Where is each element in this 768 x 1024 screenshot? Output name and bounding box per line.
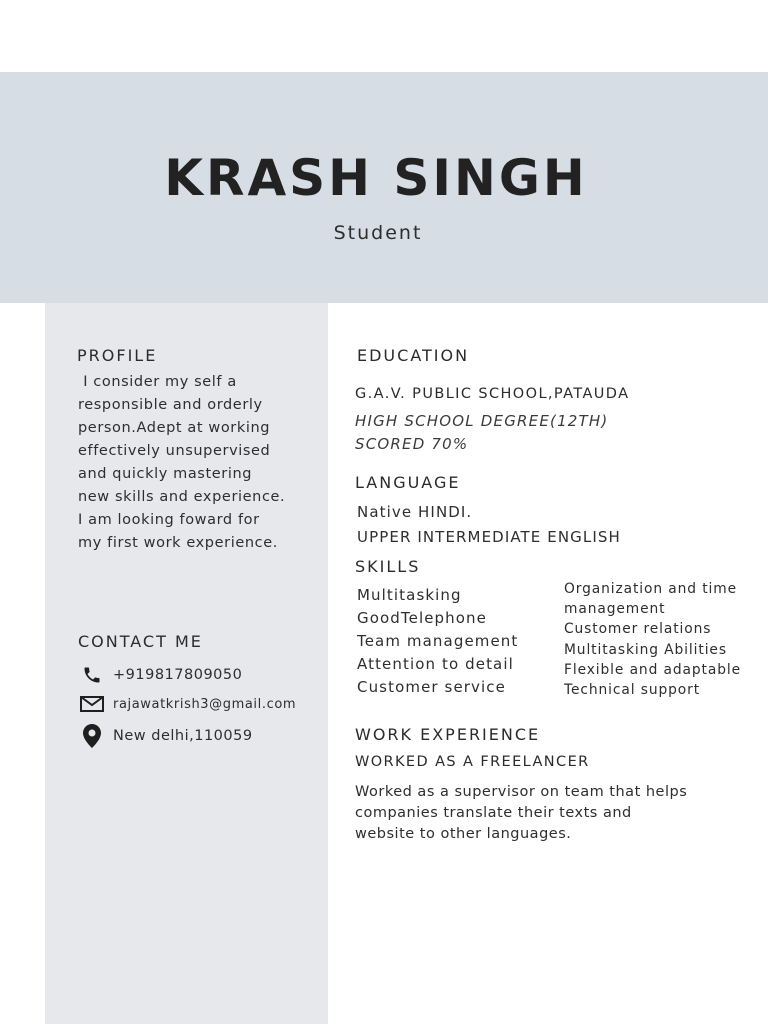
profile-line: I consider my self a (78, 374, 237, 390)
language-heading: LANGUAGE (355, 473, 461, 492)
work-description (355, 782, 715, 845)
skills-list-right (564, 579, 741, 700)
contact-phone (80, 664, 243, 686)
skill-item: Technical support (564, 682, 701, 699)
profile-line: person.Adept at working (78, 420, 271, 436)
skill-item: Multitasking (357, 586, 462, 604)
skill-item: GoodTelephone (357, 609, 487, 627)
mail-icon (80, 693, 104, 715)
phone-icon (80, 664, 104, 686)
language-item: UPPER INTERMEDIATE ENGLISH (357, 528, 621, 546)
education-score: SCORED 70% (355, 435, 469, 453)
skill-item: Multitasking Abilities (564, 641, 727, 658)
location-pin-icon (80, 725, 104, 747)
profile-line: new skills and experience. (78, 489, 286, 505)
work-description-line: companies translate their texts and (355, 805, 632, 821)
skills-heading: SKILLS (355, 557, 421, 576)
work-title: WORKED AS A FREELANCER (355, 754, 590, 770)
skill-item: Organization and time (564, 581, 738, 597)
contact-heading: CONTACT ME (78, 632, 203, 651)
skill-item: management (564, 601, 666, 618)
profile-line: my first work experience. (78, 535, 278, 551)
contact-phone-text: +919817809050 (113, 667, 243, 683)
contact-location-text: New delhi,110059 (113, 728, 253, 744)
skill-item: Attention to detail (357, 655, 514, 673)
skill-item: Team management (357, 632, 519, 650)
language-item: Native HINDI. (357, 503, 473, 521)
contact-email (80, 693, 297, 715)
work-description-line: Worked as a supervisor on team that helps (355, 784, 688, 800)
contact-location (80, 725, 253, 747)
education-school: G.A.V. PUBLIC SCHOOL,PATAUDA (355, 386, 630, 402)
profile-heading: PROFILE (77, 346, 158, 365)
profile-line: effectively unsupervised (78, 443, 271, 459)
education-degree: HIGH SCHOOL DEGREE(12TH) (355, 412, 609, 430)
resume-name: KRASH SINGH (164, 149, 588, 207)
profile-line: responsible and orderly (78, 397, 263, 413)
skill-item: Customer service (357, 678, 506, 696)
profile-line: I am looking foward for (78, 512, 260, 528)
profile-line: and quickly mastering (78, 466, 253, 482)
work-description-line: website to other languages. (355, 826, 572, 842)
skill-item: Customer relations (564, 621, 712, 638)
profile-text (78, 371, 318, 555)
education-heading: EDUCATION (357, 346, 470, 365)
resume-role: Student (333, 222, 423, 244)
work-heading: WORK EXPERIENCE (355, 725, 541, 744)
contact-email-text: rajawatkrish3@gmail.com (113, 696, 297, 712)
skill-item: Flexible and adaptable (564, 661, 741, 678)
skills-list-left (357, 584, 518, 699)
